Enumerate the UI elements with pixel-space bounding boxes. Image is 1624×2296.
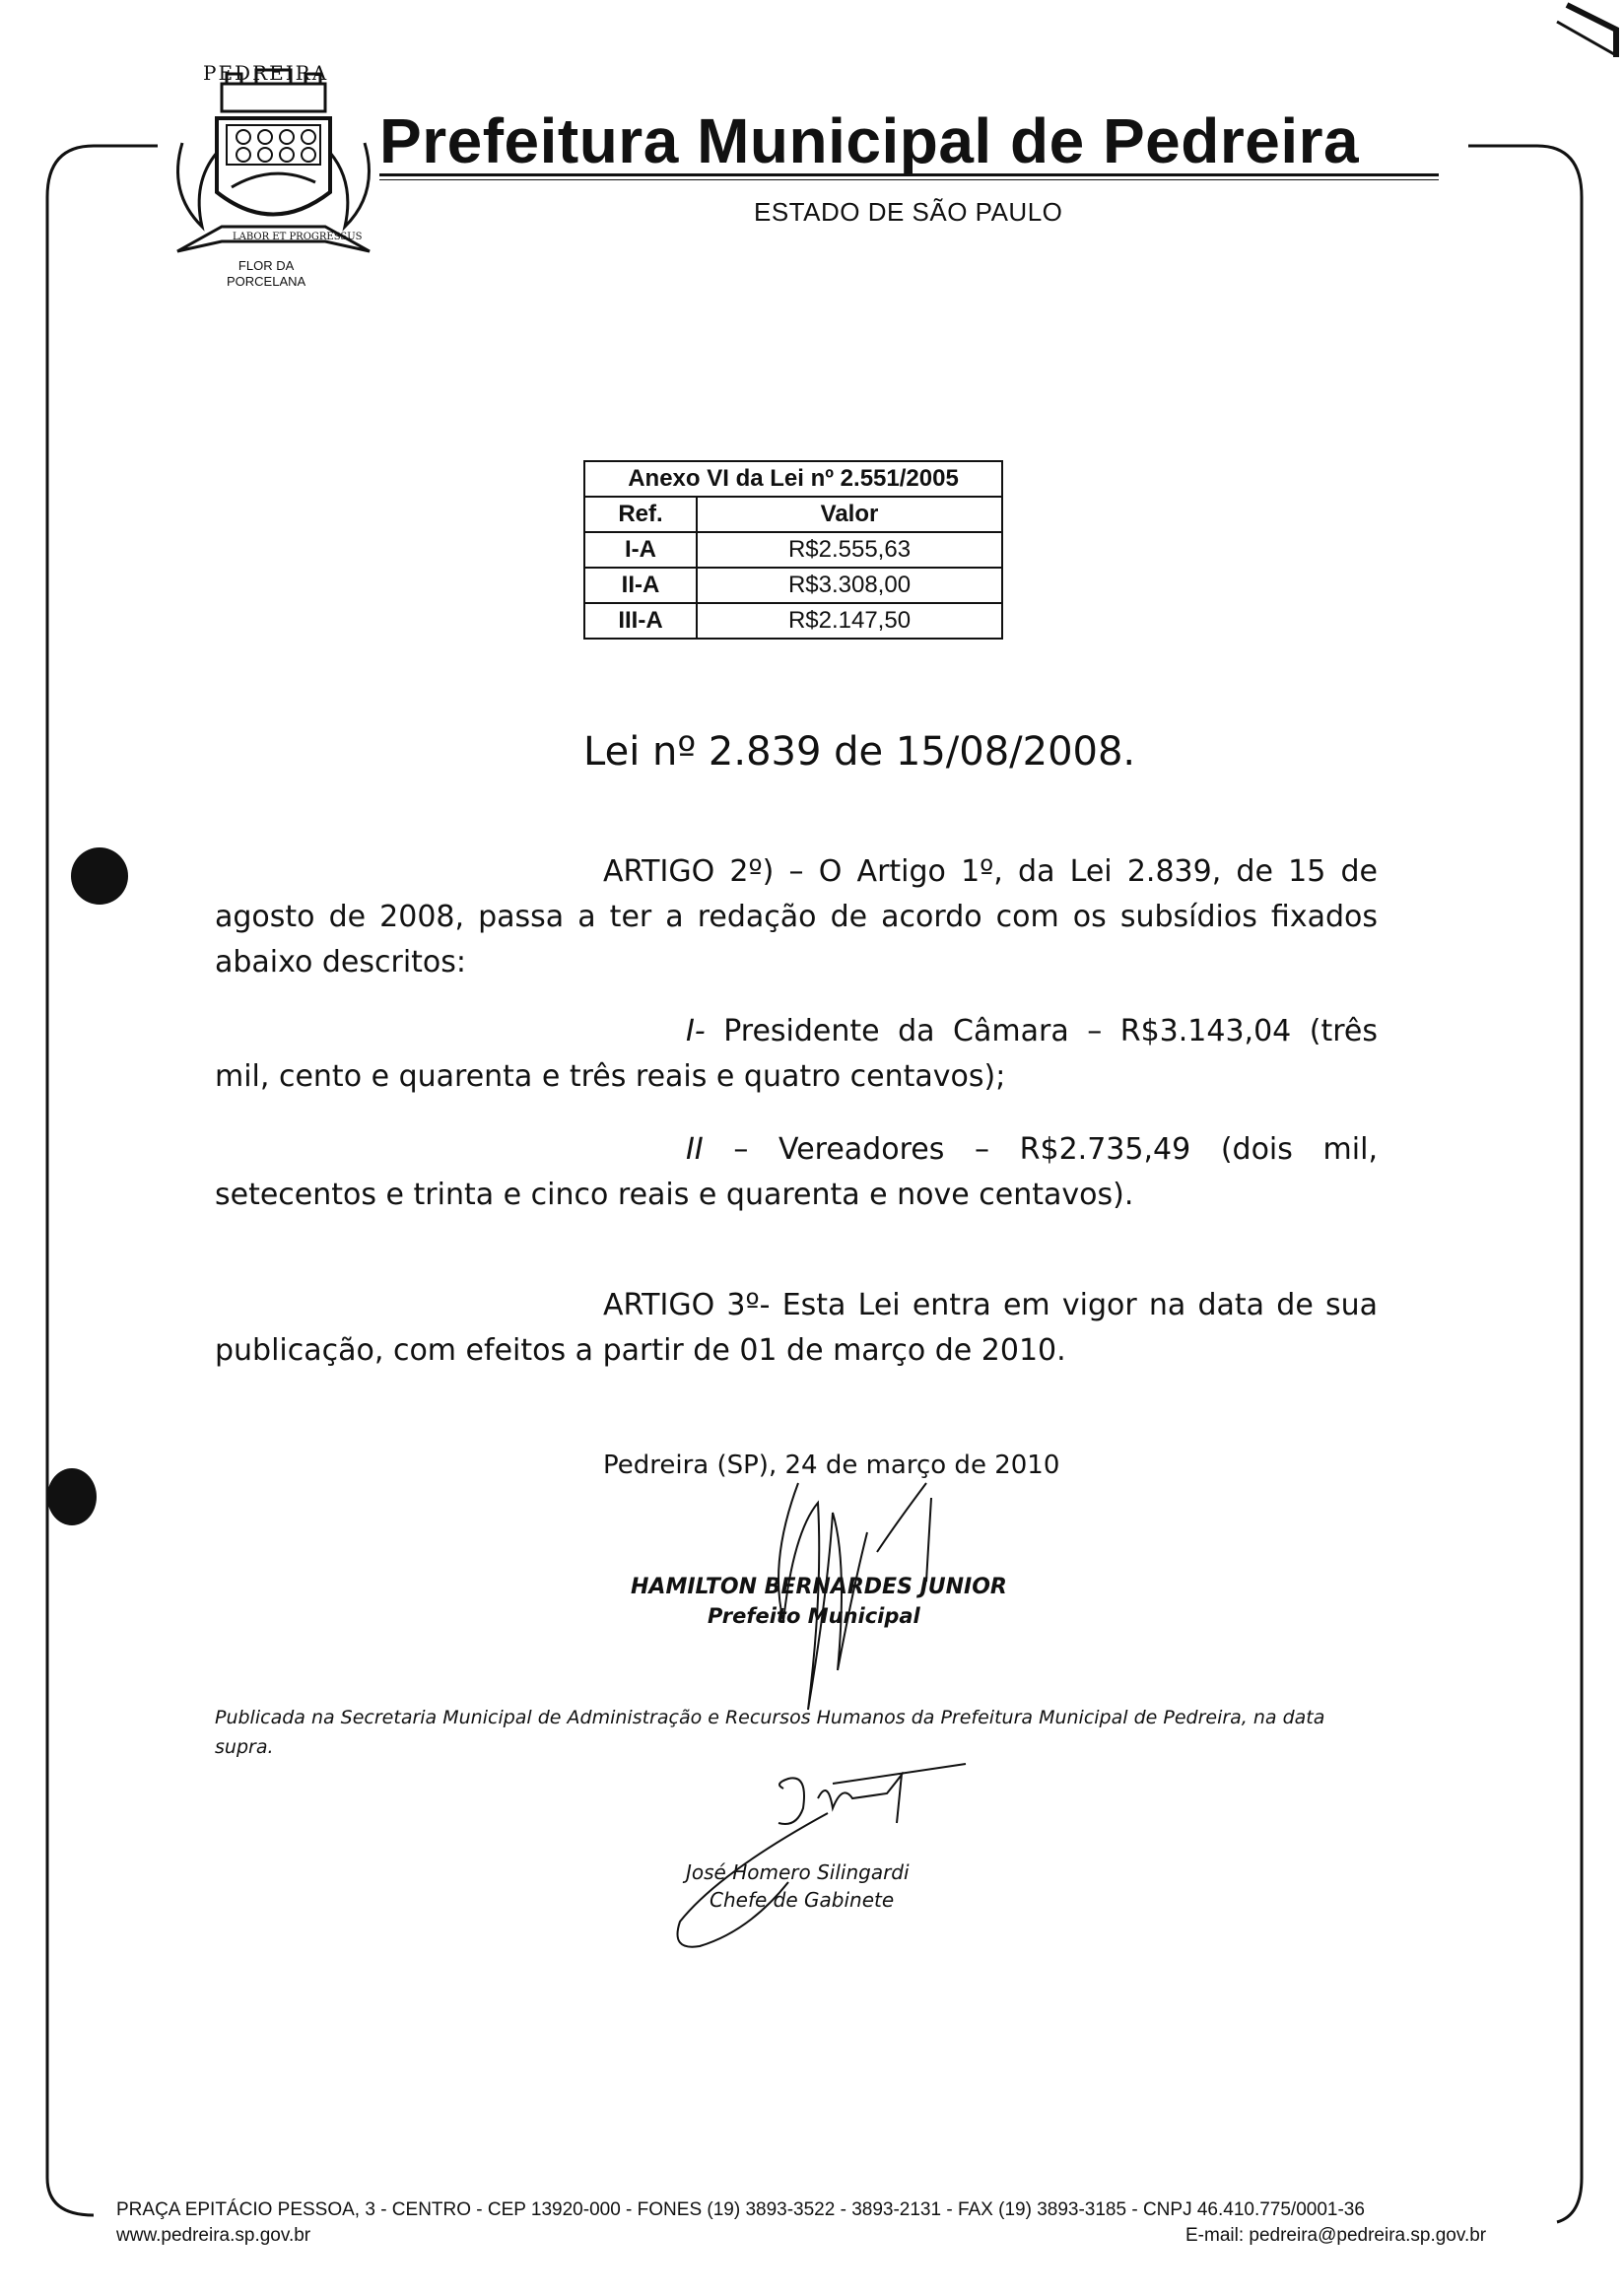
footer-address: PRAÇA EPITÁCIO PESSOA, 3 - CENTRO - CEP 13920-000 - FONES (19) 3893-3522 - 3893-2131 - FAX (19) 3893-3185 - CNPJ 46.410.775/0001-36 [116,2199,1365,2220]
annex-value-cell: R$2.555,63 [697,532,1002,568]
item-2-label: II [686,1132,704,1167]
chief-name: José Homero Silingardi [686,1860,910,1884]
article-2-label: ARTIGO 2º) [603,854,775,889]
page-title: Prefeitura Municipal de Pedreira [379,105,1360,176]
article-2-text: – O Artigo 1º, da Lei 2.839, de 15 de agosto de 2008, passa a ter a redação de acordo com os subsídios fixados abaixo descritos: [215,854,1378,979]
mayor-signature [729,1473,956,1729]
footer-website[interactable]: www.pedreira.sp.gov.br [116,2225,311,2246]
table-row [584,532,1002,568]
chief-signature [660,1754,985,1961]
title-rule-thin [379,179,1439,180]
crest-motto: LABOR ET PROGRESSUS [233,232,363,242]
punch-hole-top [71,847,128,905]
table-row [584,603,1002,639]
publication-note: Publicada na Secretaria Municipal de Administração e Recursos Humanos da Prefeitura Municipal de Pedreira, na data supra. [215,1707,1325,1758]
title-rule [379,173,1439,176]
crest-caption [227,258,305,290]
place-date: Pedreira (SP), 24 de março de 2010 [603,1451,1060,1480]
article-3-text: Esta Lei entra em vigor na data de sua publicação, com efeitos a partir de 01 de março de 2010. [215,1288,1379,1368]
law-title: Lei nº 2.839 de 15/08/2008. [583,729,1136,775]
chief-role: Chefe de Gabinete [710,1888,895,1912]
annex-ref-cell: II-A [584,568,697,603]
annex-col-value: Valor [697,497,1002,532]
item-1 [215,1009,1378,1100]
annex-table-title-row [584,461,1002,497]
annex-col-ref: Ref. [584,497,697,532]
annex-ref-cell: I-A [584,532,697,568]
article-3-label: ARTIGO 3º- [603,1288,771,1322]
item-2-text: – Vereadores – R$2.735,49 (dois mil, setecentos e trinta e cinco reais e quarenta e nove centavos). [215,1132,1378,1212]
annex-table [583,460,1003,640]
crest-top-text: PEDREIRA [203,61,329,85]
footer-email[interactable]: E-mail: pedreira@pedreira.sp.gov.br [1185,2225,1487,2246]
article-3 [215,1283,1378,1374]
mayor-role: Prefeito Municipal [708,1604,920,1628]
article-2 [215,849,1378,985]
crest-caption-line1: FLOR DA [237,258,295,273]
annex-value-cell: R$2.147,50 [697,603,1002,639]
annex-ref-cell: III-A [584,603,697,639]
annex-table-title: Anexo VI da Lei nº 2.551/2005 [584,461,1002,497]
item-1-text: Presidente da Câmara – R$3.143,04 (três mil, cento e quarenta e três reais e quatro centavos); [215,1014,1378,1094]
punch-hole-bottom [47,1468,97,1525]
item-1-label: I- [686,1014,706,1048]
item-2 [215,1127,1378,1218]
annex-table-header [584,497,1002,532]
table-row [584,568,1002,603]
mayor-name: HAMILTON BERNARDES JUNIOR [631,1575,1007,1599]
state-subtitle: ESTADO DE SÃO PAULO [754,197,1063,227]
annex-value-cell: R$3.308,00 [697,568,1002,603]
crest-caption-line2: PORCELANA [227,274,306,289]
